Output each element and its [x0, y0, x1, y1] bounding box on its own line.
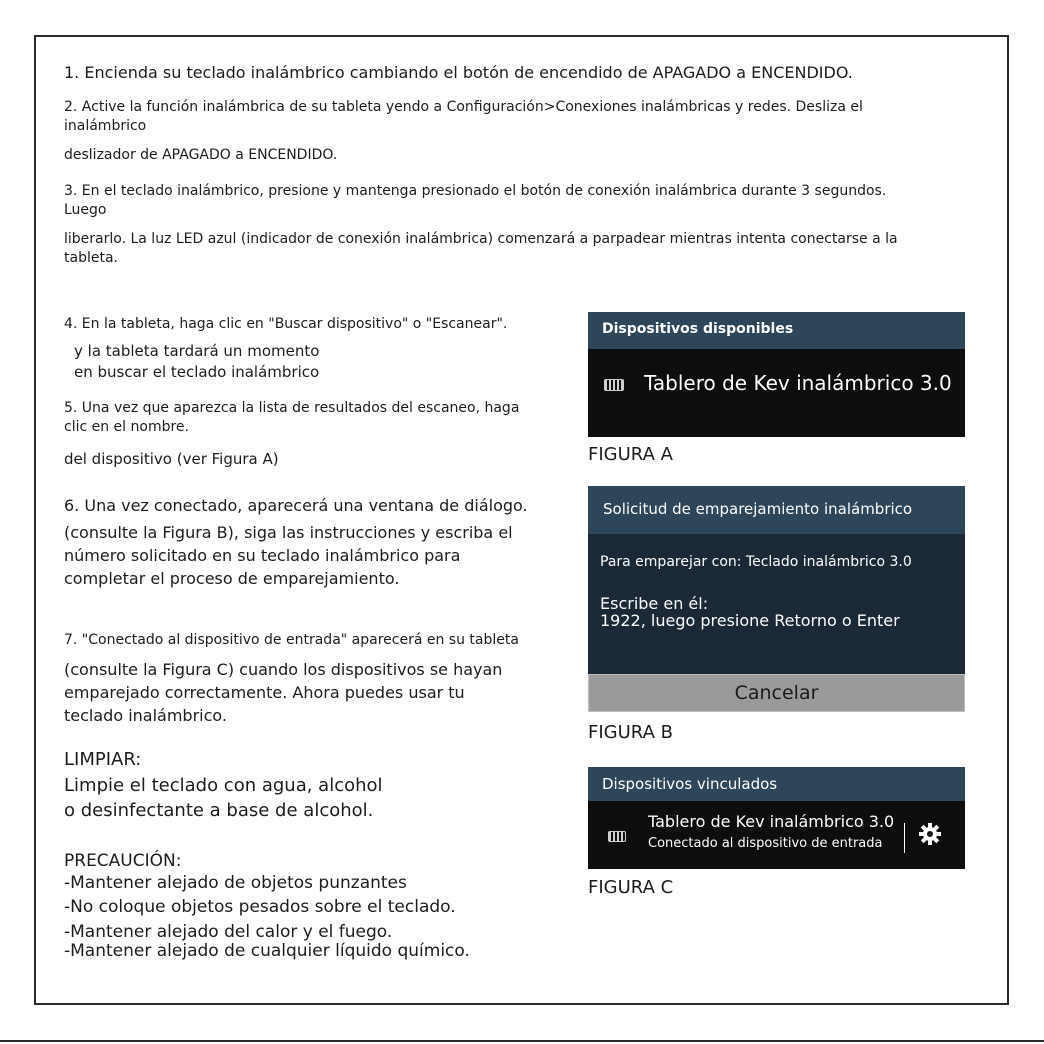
- figure-c-device-row[interactable]: [588, 801, 965, 869]
- caution-title: PRECAUCIÓN:: [64, 851, 182, 871]
- caution-item: -Mantener alejado de objetos punzantes: [64, 873, 407, 893]
- cancel-button[interactable]: Cancelar: [588, 674, 965, 712]
- step-2-line-3: deslizador de APAGADO a ENCENDIDO.: [64, 147, 338, 163]
- step-7-line-4: teclado inalámbrico.: [64, 706, 227, 725]
- gear-icon[interactable]: [917, 821, 943, 847]
- step-3-line-4: tableta.: [64, 250, 118, 266]
- step-3-line-2: Luego: [64, 202, 107, 218]
- clean-title: LIMPIAR:: [64, 749, 142, 770]
- clean-line-1: Limpie el teclado con agua, alcohol: [64, 775, 383, 796]
- step-7-line-1: 7. "Conectado al dispositivo de entrada" aparecerá en su tableta: [64, 632, 519, 648]
- step-6-line-1: 6. Una vez conectado, aparecerá una ventana de diálogo.: [64, 496, 528, 515]
- keyboard-icon: [604, 379, 624, 391]
- step-4-line-2: y la tableta tardará un momento: [74, 342, 320, 360]
- figure-c-header-text: Dispositivos vinculados: [602, 775, 778, 793]
- figure-b-type-line-2: 1922, luego presione Retorno o Enter: [600, 611, 900, 630]
- step-5-line-1: 5. Una vez que aparezca la lista de resultados del escaneo, haga: [64, 400, 520, 416]
- step-7-line-3: emparejado correctamente. Ahora puedes usar tu: [64, 683, 465, 702]
- figure-c-device-status: Conectado al dispositivo de entrada: [648, 836, 883, 851]
- figure-c-device-name: Tablero de Kev inalámbrico 3.0: [648, 812, 895, 831]
- step-4-line-3: en buscar el teclado inalámbrico: [74, 363, 320, 381]
- step-2-line-1: 2. Active la función inalámbrica de su tableta yendo a Configuración>Conexiones inalámbricas y redes. Desliza el: [64, 99, 863, 115]
- caution-item: -Mantener alejado de cualquier líquido químico.: [64, 941, 470, 961]
- keyboard-icon: [608, 831, 626, 842]
- page-bottom-rule: [0, 1040, 1044, 1042]
- step-6-line-2: (consulte la Figura B), siga las instrucciones y escriba el: [64, 523, 513, 542]
- figure-b-header: [588, 486, 965, 534]
- figure-a-header-text: Dispositivos disponibles: [602, 321, 794, 337]
- step-6-line-4: completar el proceso de emparejamiento.: [64, 569, 400, 588]
- step-7-line-2: (consulte la Figura C) cuando los dispositivos se hayan: [64, 660, 503, 679]
- figure-a-device-row[interactable]: [588, 349, 965, 437]
- step-5-line-2: clic en el nombre.: [64, 419, 189, 435]
- step-6-line-3: número solicitado en su teclado inalámbrico para: [64, 546, 461, 565]
- figure-b-type-line-1: Escribe en él:: [600, 594, 709, 613]
- figure-b-label: FIGURA B: [588, 722, 673, 743]
- figure-c-header: [588, 767, 965, 801]
- caution-item: -Mantener alejado del calor y el fuego.: [64, 922, 393, 942]
- figure-b-dialog-body: [588, 534, 965, 674]
- step-3-line-1: 3. En el teclado inalámbrico, presione y mantenga presionado el botón de conexión inalámbrica durante 3 segundos.: [64, 183, 887, 199]
- figure-a-header: [588, 312, 965, 349]
- clean-line-2: o desinfectante a base de alcohol.: [64, 800, 374, 821]
- step-2-line-2: inalámbrico: [64, 118, 147, 134]
- figure-a-device-name: Tablero de Kev inalámbrico 3.0: [644, 371, 952, 395]
- step-3-line-3: liberarlo. La luz LED azul (indicador de conexión inalámbrica) comenzará a parpadear mientras intenta conectarse a la: [64, 231, 898, 247]
- figure-b-pair-line: Para emparejar con: Teclado inalámbrico 3.0: [600, 554, 912, 570]
- step-4-line-1: 4. En la tableta, haga clic en "Buscar dispositivo" o "Escanear".: [64, 316, 508, 332]
- figure-c-label: FIGURA C: [588, 877, 674, 898]
- step-5-line-3: del dispositivo (ver Figura A): [64, 450, 279, 468]
- caution-item: -No coloque objetos pesados sobre el teclado.: [64, 897, 456, 917]
- figure-b-header-text: Solicitud de emparejamiento inalámbrico: [603, 500, 913, 518]
- step-1: 1. Encienda su teclado inalámbrico cambiando el botón de encendido de APAGADO a ENCENDIDO.: [64, 63, 853, 82]
- figure-a-label: FIGURA A: [588, 444, 673, 465]
- divider: [904, 823, 905, 853]
